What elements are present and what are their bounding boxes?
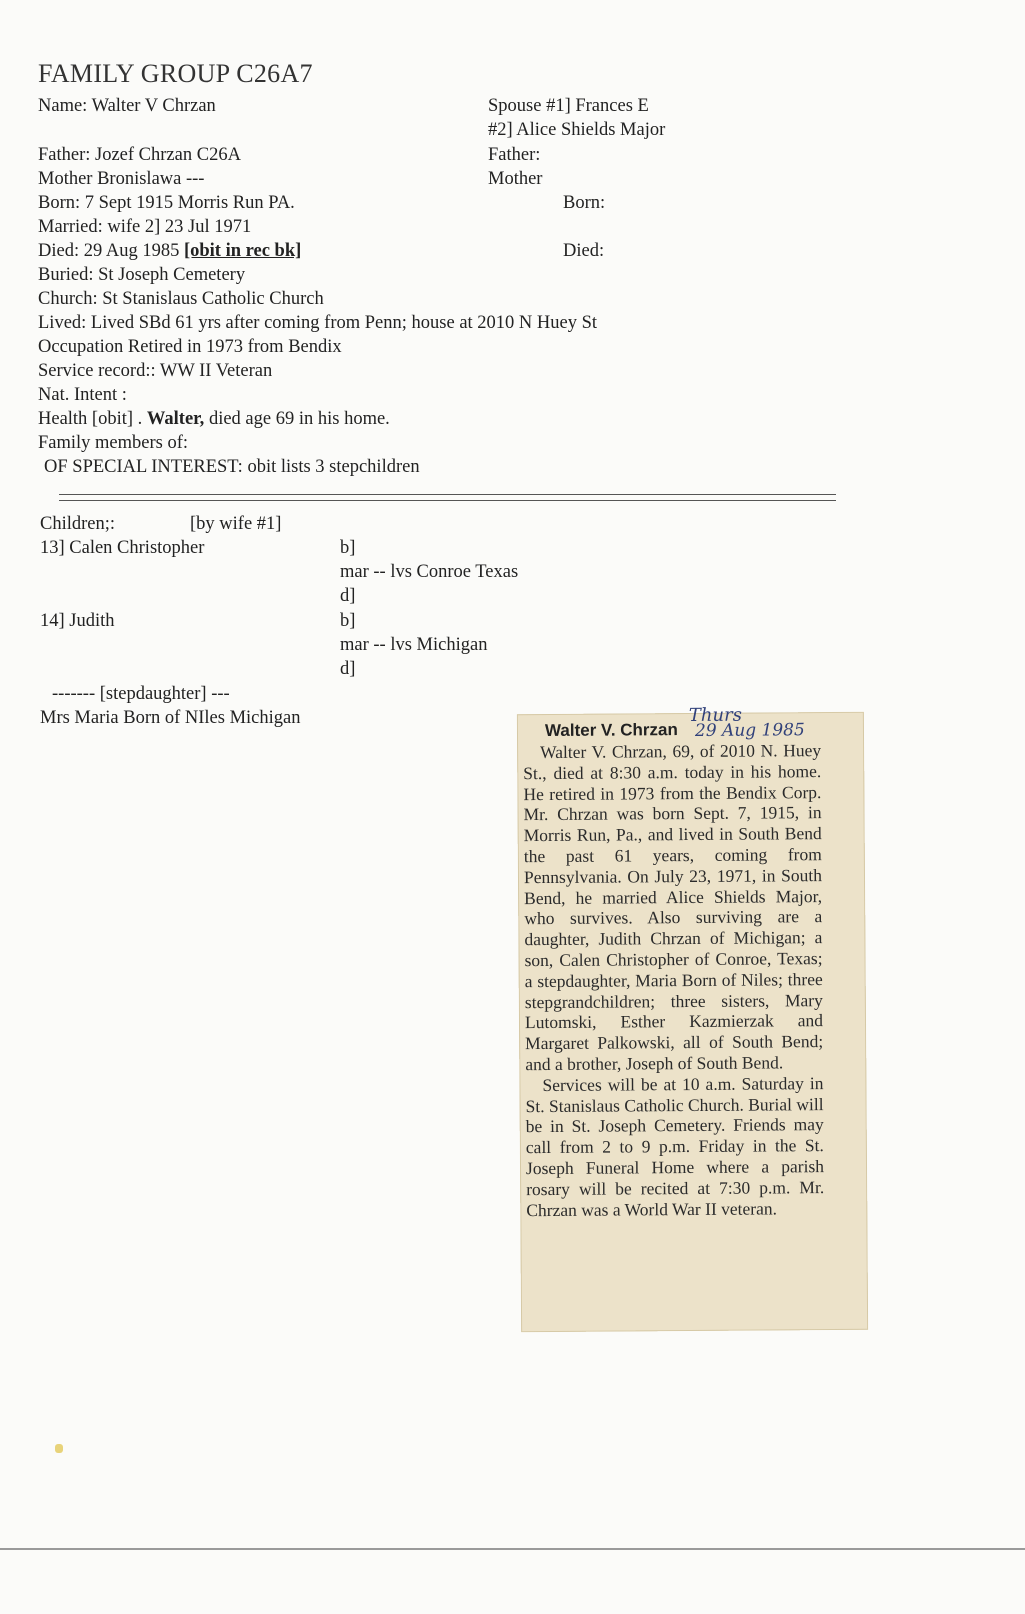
- died-text: Died: 29 Aug 1985: [38, 241, 184, 261]
- page-title: FAMILY GROUP C26A7: [38, 59, 313, 88]
- mother-field: Mother Bronislawa ---: [38, 169, 205, 189]
- clipping-paragraph: Walter V. Chrzan, 69, of 2010 N. Huey St., died at 8:30 a.m. today in his home. He retired in 1973 from the Bendix Corp. Mr. Chrzan was born Sept. 7, 1915, in Morris Run, Pa., and lived in South Bend the past 61 years, coming from Pennsylvania. On July 23, 1971, in South Bend, he married Alice Shields Major, who survives. Also surviving are a daughter, Judith Chrzan of Michigan; a son, Calen Christopher of Conroe, Texas; a stepdaughter, Maria Born of Niles; three stepgrandchildren; three sisters, Mary Lutomski, Esther Kazmierzak and Margaret Palkowski, all of South Bend; and a brother, Joseph of South Bend.: [523, 740, 824, 1075]
- scan-edge-line: [0, 1548, 1025, 1550]
- children-by-wife: [by wife #1]: [190, 514, 282, 534]
- father-field: Father: Jozef Chrzan C26A: [38, 145, 241, 165]
- health-suffix: died age 69 in his home.: [204, 409, 390, 429]
- nat-intent-field: Nat. Intent :: [38, 385, 127, 405]
- clipping-paragraph: Services will be at 10 a.m. Saturday in St. Stanislaus Catholic Church. Burial will be in St. Joseph Cemetery. Friends may call from 2 to 9 p.m. Friday in the St. Joseph Funeral Home where a parish rosary will be recited at 7:30 p.m. Mr. Chrzan was a World War II veteran.: [525, 1072, 825, 1220]
- spouse-field-2: #2] Alice Shields Major: [488, 120, 666, 140]
- service-record-field: Service record:: WW II Veteran: [38, 361, 273, 381]
- paper-speck: [55, 1444, 63, 1453]
- buried-field: Buried: St Joseph Cemetery: [38, 265, 246, 285]
- child-birth: b]: [340, 538, 356, 558]
- spouse-born-field: Born:: [563, 193, 606, 213]
- clipping-body: [523, 740, 824, 1220]
- born-field: Born: 7 Sept 1915 Morris Run PA.: [38, 193, 295, 213]
- child-death: d]: [340, 586, 356, 606]
- section-divider: [59, 494, 836, 501]
- spouse-father-field: Father:: [488, 145, 541, 165]
- stepdaughter-label: ------- [stepdaughter] ---: [52, 684, 230, 704]
- clipping-headline: Walter V. Chrzan: [544, 720, 678, 741]
- children-header: Children;:: [40, 514, 116, 534]
- handwritten-date: 29 Aug 1985: [694, 720, 805, 741]
- married-field: Married: wife 2] 23 Jul 1971: [38, 217, 252, 237]
- child-name: 13] Calen Christopher: [40, 538, 205, 558]
- health-field: [38, 407, 390, 431]
- spouse-mother-field: Mother: [488, 169, 543, 189]
- name-field: Name: Walter V Chrzan: [38, 96, 216, 116]
- occupation-field: Occupation Retired in 1973 from Bendix: [38, 337, 342, 357]
- health-bold-name: Walter,: [146, 409, 205, 429]
- child-death: d]: [340, 659, 356, 679]
- spouse-died-field: Died:: [563, 241, 605, 261]
- child-marriage: mar -- lvs Conroe Texas: [340, 562, 519, 582]
- handwritten-day: Thurs: [688, 704, 742, 727]
- died-field: [38, 239, 301, 263]
- stepdaughter-name: Mrs Maria Born of NIles Michigan: [40, 708, 301, 728]
- child-marriage: mar -- lvs Michigan: [340, 635, 488, 655]
- lived-field: Lived: Lived SBd 61 yrs after coming from Penn; house at 2010 N Huey St: [38, 313, 598, 333]
- child-birth: b]: [340, 611, 356, 631]
- church-field: Church: St Stanislaus Catholic Church: [38, 289, 324, 309]
- child-name: 14] Judith: [40, 611, 115, 631]
- health-prefix: Health [obit] .: [38, 409, 147, 429]
- family-members-field: Family members of:: [38, 433, 189, 453]
- obituary-clipping: [517, 704, 868, 1332]
- obit-reference-link: [obit in rec bk]: [183, 241, 302, 261]
- spouse-field-1: Spouse #1] Frances E: [488, 96, 649, 116]
- special-interest-field: OF SPECIAL INTEREST: obit lists 3 stepchildren: [44, 457, 420, 477]
